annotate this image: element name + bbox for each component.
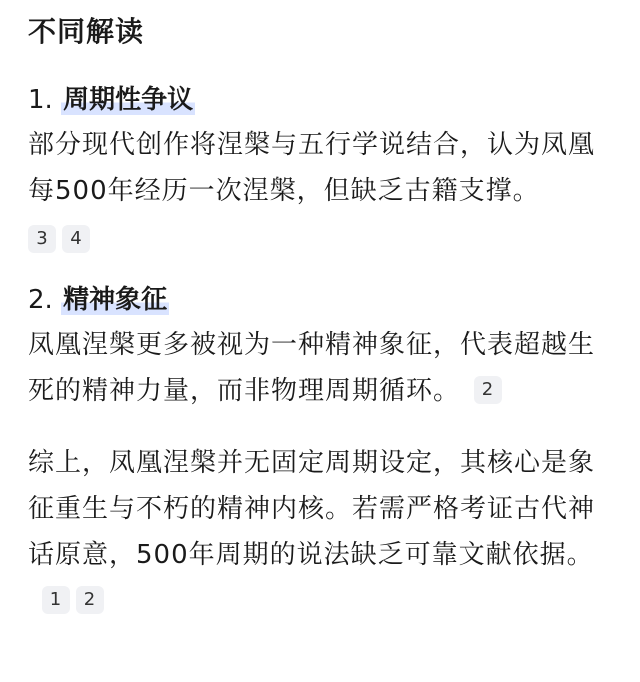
citation-badge[interactable]: 4 (62, 225, 90, 253)
summary-text-content: 综上，凤凰涅槃并无固定周期设定，其核心是象征重生与不朽的精神内核。若需严格考证古代神话原意，500年周期的说法缺乏可靠文献依据。 (28, 448, 596, 570)
item-number: 2. (28, 285, 53, 315)
item-text: 部分现代创作将涅槃与五行学说结合，认为凤凰每500年经历一次涅槃，但缺乏古籍支撑。 (28, 130, 596, 206)
citation-badge[interactable]: 2 (76, 586, 104, 614)
summary-paragraph (28, 440, 612, 624)
section-heading: 不同解读 (28, 15, 145, 48)
item-number: 1. (28, 85, 53, 115)
item-label: 周期性争议 (63, 85, 194, 115)
summary-text (28, 440, 612, 624)
item-text-content: 凤凰涅槃更多被视为一种精神象征，代表超越生死的精神力量，而非物理周期循环。 (28, 330, 596, 406)
item-label: 精神象征 (63, 285, 168, 315)
citation-badge[interactable]: 2 (474, 376, 502, 404)
item-title (28, 278, 612, 322)
item-spiritual-symbol (28, 278, 612, 414)
item-title (28, 78, 612, 122)
citation-badge[interactable]: 1 (42, 586, 70, 614)
item-text (28, 322, 612, 414)
item-periodicity (28, 78, 612, 258)
citation-row (28, 218, 612, 258)
citation-badge[interactable]: 3 (28, 225, 56, 253)
